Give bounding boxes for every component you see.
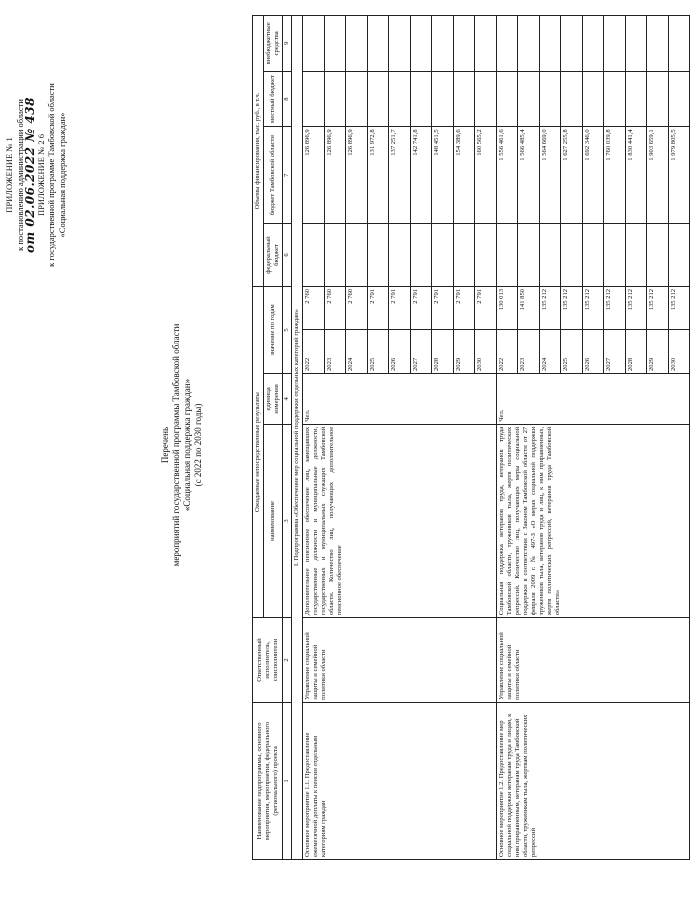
- year-value: 2 791: [367, 286, 389, 330]
- federal-budget: [625, 224, 647, 287]
- year: 2022: [496, 330, 518, 374]
- regional-budget: 126 896,9: [324, 127, 346, 224]
- extra-budget: [346, 16, 368, 72]
- local-budget: [625, 71, 647, 127]
- federal-budget: [647, 224, 669, 287]
- federal-budget: [346, 224, 368, 287]
- federal-budget: [475, 224, 497, 287]
- year-value: 2 791: [432, 286, 454, 330]
- federal-budget: [324, 224, 346, 287]
- unit: Чел.: [303, 374, 497, 425]
- year: 2025: [561, 330, 583, 374]
- regional-budget: 154 389,6: [453, 127, 475, 224]
- local-budget: [539, 71, 561, 127]
- federal-budget: [604, 224, 626, 287]
- extra-budget: [539, 16, 561, 72]
- year: 2030: [668, 330, 690, 374]
- title-line-4: (с 2022 по 2030 годы): [193, 403, 203, 487]
- measure-name: Основное мероприятие 1.2. Предоставление мер социальной поддержки ветеранам труда и лицам, к ним приравненным, ветеранам труда Тамбовской области, труженикам тыла, жертвам политических репрессий: [496, 702, 690, 859]
- table-row: [496, 16, 518, 860]
- appendix-header: [4, 10, 67, 340]
- regional-budget: 1 692 346,0: [582, 127, 604, 224]
- col-reg-header: бюджет Тамбовской области: [264, 127, 283, 224]
- year: 2026: [582, 330, 604, 374]
- year: 2027: [604, 330, 626, 374]
- appendix-2: ПРИЛОЖЕНИЕ № 2 6: [35, 134, 46, 216]
- col-fed-header: федеральный бюджет: [264, 224, 283, 287]
- local-budget: [324, 71, 346, 127]
- year: 2030: [475, 330, 497, 374]
- local-budget: [561, 71, 583, 127]
- col-num: 7: [283, 127, 292, 224]
- extra-budget: [518, 16, 540, 72]
- year-value: 135 212: [539, 286, 561, 330]
- federal-budget: [432, 224, 454, 287]
- local-budget: [432, 71, 454, 127]
- program-ref: к государственной программе Тамбовской области: [46, 83, 56, 267]
- title-line-3: «Социальная поддержка граждан»: [182, 378, 192, 512]
- year-value: 130 013: [496, 286, 518, 330]
- regional-budget: 1 556 461,6: [496, 127, 518, 224]
- extra-budget: [496, 16, 518, 72]
- year-value: 135 212: [561, 286, 583, 330]
- year-value: 2 791: [410, 286, 432, 330]
- extra-budget: [561, 16, 583, 72]
- federal-budget: [303, 224, 325, 287]
- extra-budget: [410, 16, 432, 72]
- extra-budget: [367, 16, 389, 72]
- regional-budget: 1 830 441,4: [625, 127, 647, 224]
- table-row: [303, 16, 325, 860]
- federal-budget: [561, 224, 583, 287]
- decree-ref: к постановлению администрации области: [14, 99, 25, 251]
- col-num: 1: [283, 702, 292, 859]
- responsible: Управление социальной защиты и семейной политики области: [303, 618, 497, 703]
- regional-budget: 137 251,7: [389, 127, 411, 224]
- col-local-header: местный бюджет: [264, 71, 283, 127]
- regional-budget: 1 627 255,8: [561, 127, 583, 224]
- extra-budget: [324, 16, 346, 72]
- local-budget: [367, 71, 389, 127]
- year-value: 2 791: [453, 286, 475, 330]
- col-num: 3: [283, 424, 292, 617]
- extra-budget: [475, 16, 497, 72]
- col-fin-header: Объемы финансирования, тыс. руб., в т.ч.: [253, 16, 264, 287]
- regional-budget: 148 451,5: [432, 127, 454, 224]
- year: 2022: [303, 330, 325, 374]
- unit: Чел.: [496, 374, 690, 425]
- responsible: Управление социальной защиты и семейной политики области: [496, 618, 690, 703]
- regional-budget: 131 972,8: [367, 127, 389, 224]
- year: 2029: [453, 330, 475, 374]
- year-value: 2 791: [475, 286, 497, 330]
- extra-budget: [303, 16, 325, 72]
- regional-budget: 1 564 669,0: [539, 127, 561, 224]
- regional-budget: 142 741,8: [410, 127, 432, 224]
- federal-budget: [518, 224, 540, 287]
- year: 2023: [324, 330, 346, 374]
- year: 2024: [346, 330, 368, 374]
- local-budget: [647, 71, 669, 127]
- extra-budget: [453, 16, 475, 72]
- year-value: 135 212: [647, 286, 669, 330]
- year-value: 2 760: [324, 286, 346, 330]
- year: 2026: [389, 330, 411, 374]
- year: 2024: [539, 330, 561, 374]
- col-num: 9: [283, 16, 292, 72]
- local-budget: [518, 71, 540, 127]
- regional-budget: 126 896,9: [346, 127, 368, 224]
- year: 2028: [432, 330, 454, 374]
- year-value: 135 212: [604, 286, 626, 330]
- year-value: 135 212: [582, 286, 604, 330]
- extra-budget: [432, 16, 454, 72]
- col-num: 5: [283, 286, 292, 373]
- federal-budget: [496, 224, 518, 287]
- col-resp-header: Ответственный исполнитель, соисполнители: [253, 618, 283, 703]
- extra-budget: [625, 16, 647, 72]
- year: 2023: [518, 330, 540, 374]
- extra-budget: [582, 16, 604, 72]
- measure-name: Основное мероприятие 1.1. Предоставление ежемесячной доплаты к пенсии отдельным категориям граждан: [303, 702, 497, 859]
- federal-budget: [389, 224, 411, 287]
- document-title: [160, 235, 204, 655]
- result-description: Дополнительное пенсионное обеспечение лиц, замещавших государственные должности и муниципальные должности, государственных и муниципальных служащих Тамбовской области. Количество лиц, получающих дополнительное пенсионное обеспечение: [303, 424, 497, 617]
- year: 2029: [647, 330, 669, 374]
- year-value: 135 212: [625, 286, 647, 330]
- local-budget: [303, 71, 325, 127]
- regional-budget: 1 566 485,4: [518, 127, 540, 224]
- local-budget: [389, 71, 411, 127]
- regional-budget: 1 760 039,8: [604, 127, 626, 224]
- local-budget: [453, 71, 475, 127]
- federal-budget: [668, 224, 690, 287]
- column-number-row: [283, 16, 292, 860]
- federal-budget: [582, 224, 604, 287]
- col-unit-header: единица измерения: [264, 374, 283, 425]
- federal-budget: [453, 224, 475, 287]
- col-extra-header: внебюджетные средства: [264, 16, 283, 72]
- regional-budget: 126 896,9: [303, 127, 325, 224]
- extra-budget: [604, 16, 626, 72]
- measures-body: [303, 16, 690, 860]
- extra-budget: [647, 16, 669, 72]
- col-num: 2: [283, 618, 292, 703]
- regional-budget: 1 903 659,1: [647, 127, 669, 224]
- header-row-1: [253, 16, 264, 860]
- extra-budget: [668, 16, 690, 72]
- local-budget: [475, 71, 497, 127]
- col-name-header: Наименование подпрограммы, основного мероприятия, мероприятия, федерального (регионального) проекта: [253, 702, 283, 859]
- col-result-header: Ожидаемые непосредственные результаты: [253, 286, 264, 617]
- subprogram-row: [292, 16, 303, 860]
- federal-budget: [410, 224, 432, 287]
- federal-budget: [367, 224, 389, 287]
- subprogram-title: I. Подпрограмма «Обеспечение мер социальной поддержки отдельных категорий граждан»: [292, 16, 303, 860]
- handwritten-date: от 02.06.2022 № 438: [23, 97, 37, 253]
- local-budget: [496, 71, 518, 127]
- measures-table: [252, 15, 690, 860]
- year: 2028: [625, 330, 647, 374]
- extra-budget: [389, 16, 411, 72]
- result-description: Социальная поддержка ветеранов труда, ветеранов труда Тамбовской области, тружеников тыла, жертв политических репрессий. Количество лиц, получающих меры социальной поддержки в соответствии с Законом Тамбовской области от 27 февраля 2009 г. № 497-З «О мерах социальной поддержки тружеников тыла, ветеранов труда и лиц, к ним приравненных, жертв политических репрессий, ветеранов труда Тамбовской области»: [496, 424, 690, 617]
- col-years-header: значение по годам: [264, 286, 283, 373]
- local-budget: [346, 71, 368, 127]
- regional-budget: 1 979 805,5: [668, 127, 690, 224]
- col-num: 8: [283, 71, 292, 127]
- local-budget: [604, 71, 626, 127]
- federal-budget: [539, 224, 561, 287]
- year: 2025: [367, 330, 389, 374]
- appendix-1: ПРИЛОЖЕНИЕ № 1: [4, 137, 14, 213]
- local-budget: [668, 71, 690, 127]
- title-line-2: мероприятий государственной программы Тамбовской области: [171, 323, 181, 567]
- local-budget: [582, 71, 604, 127]
- year: 2027: [410, 330, 432, 374]
- year-value: 2 760: [346, 286, 368, 330]
- year-value: 2 760: [303, 286, 325, 330]
- regional-budget: 160 565,2: [475, 127, 497, 224]
- col-num: 4: [283, 374, 292, 425]
- col-result-name-header: наименование: [264, 424, 283, 617]
- year-value: 2 791: [389, 286, 411, 330]
- year-value: 135 212: [668, 286, 690, 330]
- col-num: 6: [283, 224, 292, 287]
- local-budget: [410, 71, 432, 127]
- year-value: 141 850: [518, 286, 540, 330]
- program-name: «Социальная поддержка граждан»: [56, 112, 67, 238]
- title-line-1: Перечень: [160, 426, 170, 464]
